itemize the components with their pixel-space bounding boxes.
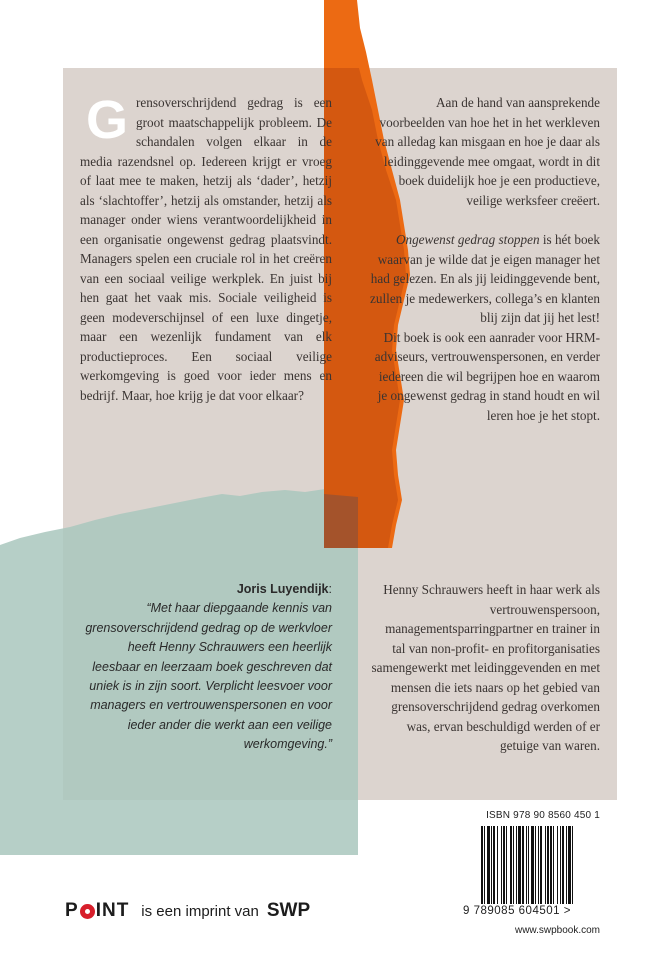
website-url: www.swpbook.com	[514, 925, 600, 936]
intro-text	[80, 90, 332, 405]
author-bio: Henny Schrauwers heeft in haar werk als vertrouwenspersoon, managementsparringpartner en trainer in tal van non-profit- en profitorganisaties samengewerkt met leidinggevenden en met mensen die iets naars op het gebied van grensoverschrijdend gedrag overkomen was, ervan beschuldigd werden of er getuige van waren.	[371, 582, 600, 753]
right-paragraph-3: Dit boek is ook een aanrader voor HRM-adviseurs, vertrouwenspersonen, en verder iedereen die wil begrijpen hoe en waarom je ongewenst gedrag in stand houdt en wil leren hoe je het stopt.	[374, 329, 600, 423]
barcode	[481, 826, 600, 904]
book-title: Ongewenst gedrag stoppen	[395, 232, 540, 247]
point-logo: P INT	[65, 900, 130, 921]
quote-text: “Met haar diepgaande kennis van grensoverschrijdend gedrag op de werkvloer heeft Henny Schrauwers een heerlijk leesbaar en leerzaam boek geschreven dat uniek is in zijn soort. Verplicht leesvoer voor managers en vertrouwenspersonen en voor ieder ander die werkt aan een veilige werkomgeving.”	[85, 601, 332, 752]
endorsement-quote: Joris Luyendijk: “Met haar diepgaande kennis van grensoverschrijdend gedrag op de werkvloer heeft Henny Schrauwers een heerlijk leesbaar en leerzaam boek geschreven dat uniek is in zijn soort. Verplicht leesvoer voor managers en vertrouwenspersonen en voor ieder ander die werkt aan een veilige werkomgeving.”	[80, 580, 332, 755]
right-column-text	[370, 93, 600, 425]
point-logo-circle-icon	[80, 904, 95, 919]
intro-body: rensoverschrijdend gedrag is een groot maatschappelijk probleem. De schandalen volgen elkaar in de media razendsnel op. Iedereen krijgt er vroeg of laat mee te maken, hetzij als ‘dader’, hetzij als ‘slachtoffer’, hetzij als omstander, hetzij als manager onder wiens verantwoordelijkheid in een organisatie ongewenst gedrag plaatsvindt. Managers spelen een cruciale rol in het creëren van een sociaal veilige werkplek. En juist bij hen gaat het vaak mis. Sociale veiligheid is geen modeverschijnsel of een luxe dingetje, maar een wezenlijk fundament van elk productieproces. Een sociaal veilige werkomgeving is goed voor ieder mens en bedrijf. Maar, hoe krijg je dat voor elkaar?	[80, 95, 332, 403]
imprint-footer	[65, 897, 310, 925]
imprint-text: is een imprint van	[141, 902, 259, 920]
isbn-number: ISBN 978 90 8560 450 1	[486, 810, 600, 821]
drop-cap: G	[86, 90, 129, 150]
right-paragraph-2: Ongewenst gedrag stoppen is hét boek waarvan je wilde dat je eigen manager het had gelezen. En als jij leidinggevende bent, zullen je medewerkers, collega’s en klanten blij zijn dat jij het lest!	[370, 232, 600, 325]
right-paragraph-1: Aan de hand van aansprekende voorbeelden van hoe het in het werkleven van alledag kan misgaan en hoe je daar als leidinggevende mee omgaat, wordt in dit boek duidelijk hoe je een productieve, veilige werksfeer creëert.	[375, 95, 600, 208]
quote-author: Joris Luyendijk	[236, 582, 329, 596]
swp-logo: SWP	[266, 900, 311, 921]
barcode-digits: 9 789085 604501 >	[463, 905, 571, 917]
